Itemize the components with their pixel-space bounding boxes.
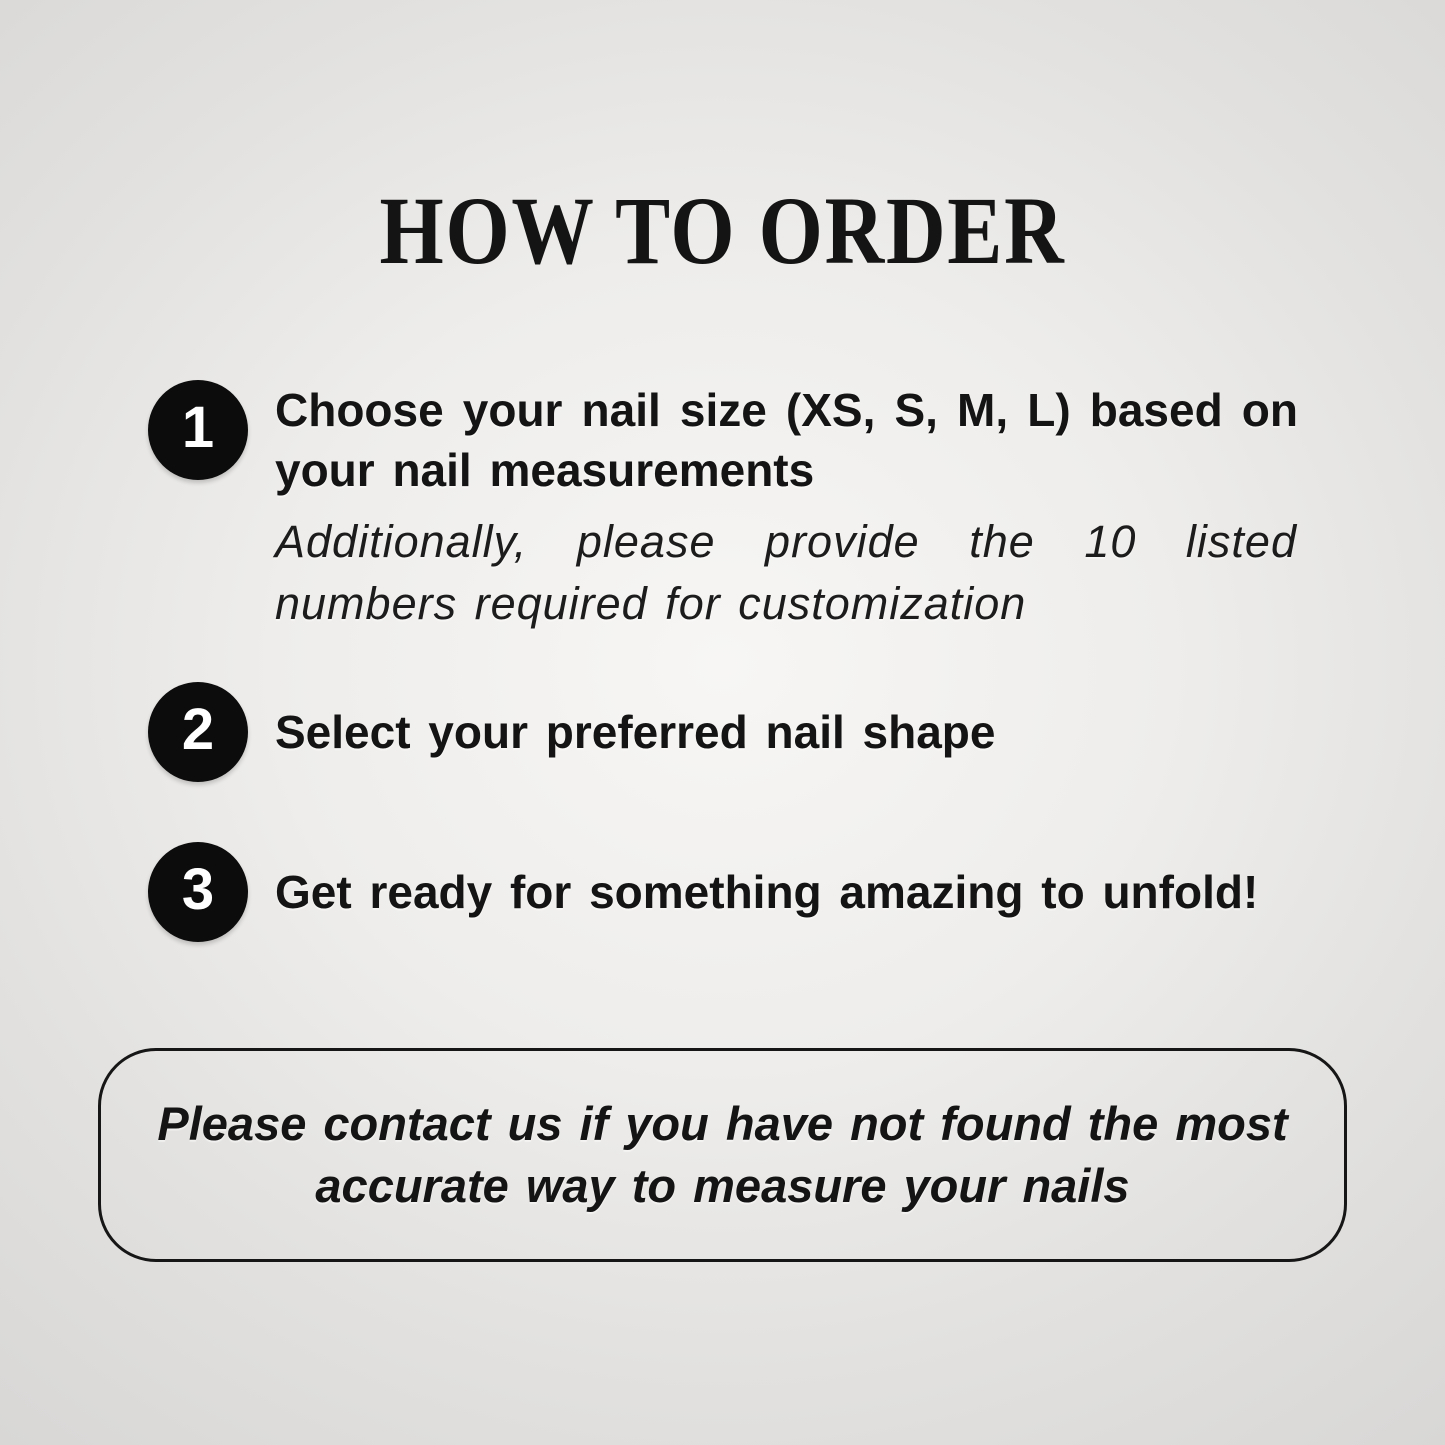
step-1-number-badge [148,380,248,480]
step-3-number: 3 [181,857,215,922]
contact-note-line-1: Please contact us if you have not found the most [157,1097,1288,1150]
step-3-number-badge [148,842,248,942]
step-2-number-badge [148,682,248,782]
step-3-line-1: Get ready for something amazing to unfold! [275,866,1259,918]
page-title: HOW TO ORDER [379,177,1066,284]
step-3 [148,842,1298,942]
step-2 [148,682,1298,782]
step-1-note [275,511,1297,635]
step-1-number: 1 [181,395,215,460]
step-3-text [275,862,1298,922]
step-2-line-1: Select your preferred nail shape [275,706,996,758]
step-1-note-line-1: Additionally, please provide the 10 listed [275,516,1297,567]
step-2-text [275,702,1298,762]
contact-note-line-2: accurate way to measure your nails [315,1159,1130,1212]
step-2-number: 2 [181,697,215,762]
step-1 [148,380,1298,500]
step-1-line-2: your nail measurements [275,444,815,496]
step-1-text [275,380,1298,500]
step-1-line-1: Choose your nail size (XS, S, M, L) based on [275,384,1298,436]
step-1-note-line-2: numbers required for customization [275,578,1027,629]
contact-note-box [98,1048,1347,1262]
